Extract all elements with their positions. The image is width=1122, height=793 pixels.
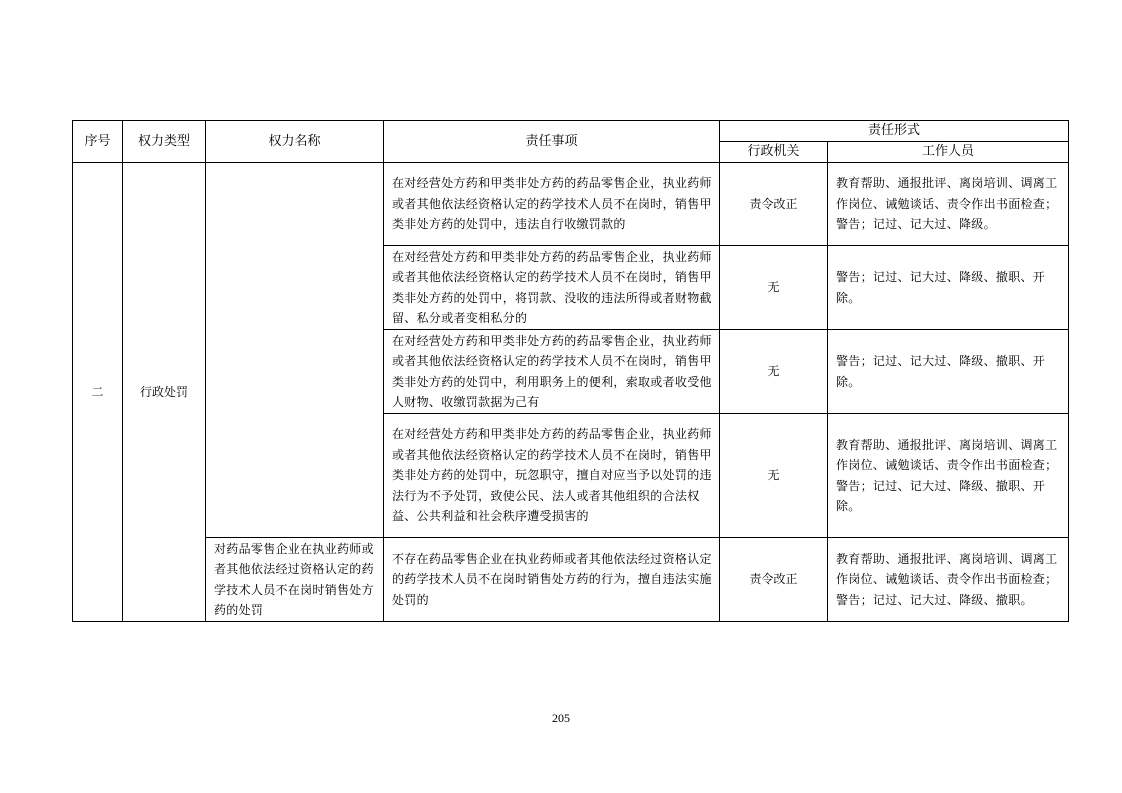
responsibility-table	[72, 120, 1069, 622]
page-number: 205	[552, 711, 570, 725]
group-seq: 二	[73, 163, 123, 622]
header-power-type: 权力类型	[123, 121, 206, 163]
agency-cell: 责令改正	[720, 538, 828, 622]
table-row	[73, 538, 1069, 622]
staff-cell: 教育帮助、通报批评、离岗培训、调离工作岗位、诫勉谈话、责令作出书面检查；警告；记过、记大过、降级、撤职、开除。	[828, 414, 1069, 538]
power-name-cell: 对药品零售企业在执业药师或者其他依法经过资格认定的药学技术人员不在岗时销售处方药的处罚	[206, 538, 384, 622]
staff-cell: 教育帮助、通报批评、离岗培训、调离工作岗位、诫勉谈话、责令作出书面检查；警告；记过、记大过、降级。	[828, 163, 1069, 246]
staff-cell: 教育帮助、通报批评、离岗培训、调离工作岗位、诫勉谈话、责令作出书面检查；警告；记过、记大过、降级、撤职。	[828, 538, 1069, 622]
header-form: 责任形式	[720, 121, 1069, 142]
staff-cell: 警告；记过、记大过、降级、撤职、开除。	[828, 330, 1069, 414]
power-name-cell	[206, 163, 384, 538]
matter-cell: 在对经营处方药和甲类非处方药的药品零售企业，执业药师或者其他依法经资格认定的药学技术人员不在岗时，销售甲类非处方药的处罚中，玩忽职守，擅自对应当予以处罚的违法行为不予处罚，致使公民、法人或者其他组织的合法权益、公共利益和社会秩序遭受损害的	[384, 414, 720, 538]
matter-cell: 在对经营处方药和甲类非处方药的药品零售企业，执业药师或者其他依法经资格认定的药学技术人员不在岗时，销售甲类非处方药的处罚中，违法自行收缴罚款的	[384, 163, 720, 246]
agency-cell: 无	[720, 246, 828, 330]
agency-cell: 无	[720, 414, 828, 538]
header-agency: 行政机关	[720, 142, 828, 163]
header-matter: 责任事项	[384, 121, 720, 163]
matter-cell: 不存在药品零售企业在执业药师或者其他依法经过资格认定的药学技术人员不在岗时销售处方药的行为，擅自违法实施处罚的	[384, 538, 720, 622]
group-power-type: 行政处罚	[123, 163, 206, 622]
header-power-name: 权力名称	[206, 121, 384, 163]
matter-cell: 在对经营处方药和甲类非处方药的药品零售企业，执业药师或者其他依法经资格认定的药学技术人员不在岗时，销售甲类非处方药的处罚中，利用职务上的便利，索取或者收受他人财物、收缴罚款据为己有	[384, 330, 720, 414]
agency-cell: 责令改正	[720, 163, 828, 246]
table-row	[73, 163, 1069, 246]
header-staff: 工作人员	[828, 142, 1069, 163]
staff-cell: 警告；记过、记大过、降级、撤职、开除。	[828, 246, 1069, 330]
matter-cell: 在对经营处方药和甲类非处方药的药品零售企业，执业药师或者其他依法经资格认定的药学技术人员不在岗时，销售甲类非处方药的处罚中，将罚款、没收的违法所得或者财物截留、私分或者变相私分的	[384, 246, 720, 330]
agency-cell: 无	[720, 330, 828, 414]
header-seq: 序号	[73, 121, 123, 163]
